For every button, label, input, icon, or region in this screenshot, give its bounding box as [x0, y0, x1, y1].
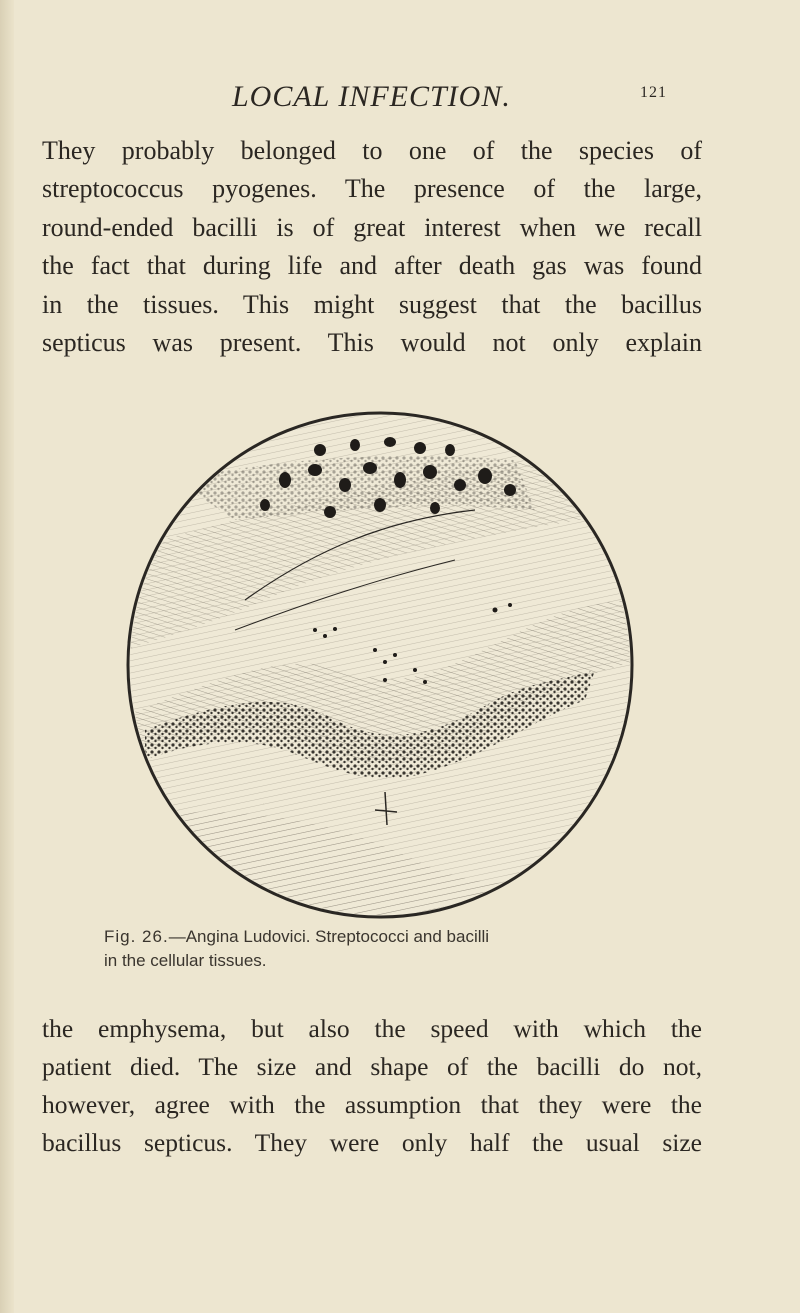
figure-microscope-field	[115, 400, 645, 920]
text-line: They probably belonged to one of the species of	[42, 136, 702, 165]
page-edge	[0, 0, 14, 1313]
text-line: the emphysema, but also the speed with which the	[42, 1014, 702, 1043]
text-line: streptococcus pyogenes. The presence of the large,	[42, 174, 702, 204]
text-line: round-ended bacilli is of great interest when we recall	[42, 212, 702, 242]
text-line: bacillus septicus. They were only half the usual size	[42, 1128, 702, 1157]
text-line: however, agree with the assumption that they were the	[42, 1090, 702, 1119]
running-head: LOCAL INFECTION.	[232, 80, 511, 113]
paragraph-bottom	[42, 1010, 702, 1162]
figure-caption	[104, 925, 664, 973]
paragraph-top	[42, 132, 702, 362]
page-number: 121	[640, 84, 667, 101]
microscope-illustration	[115, 400, 645, 920]
text-line: the fact that during life and after death gas was found	[42, 251, 702, 281]
text-line: patient died. The size and shape of the bacilli do not,	[42, 1052, 702, 1081]
page-header	[0, 80, 800, 120]
caption-text-continued: in the cellular tissues.	[104, 951, 267, 970]
caption-text: —Angina Ludovici. Streptococci and bacilli	[168, 927, 490, 946]
text-line: septicus was present. This would not only explain	[42, 328, 702, 358]
caption-figure-number: Fig. 26.	[104, 927, 169, 946]
text-line: in the tissues. This might suggest that the bacillus	[42, 289, 702, 319]
